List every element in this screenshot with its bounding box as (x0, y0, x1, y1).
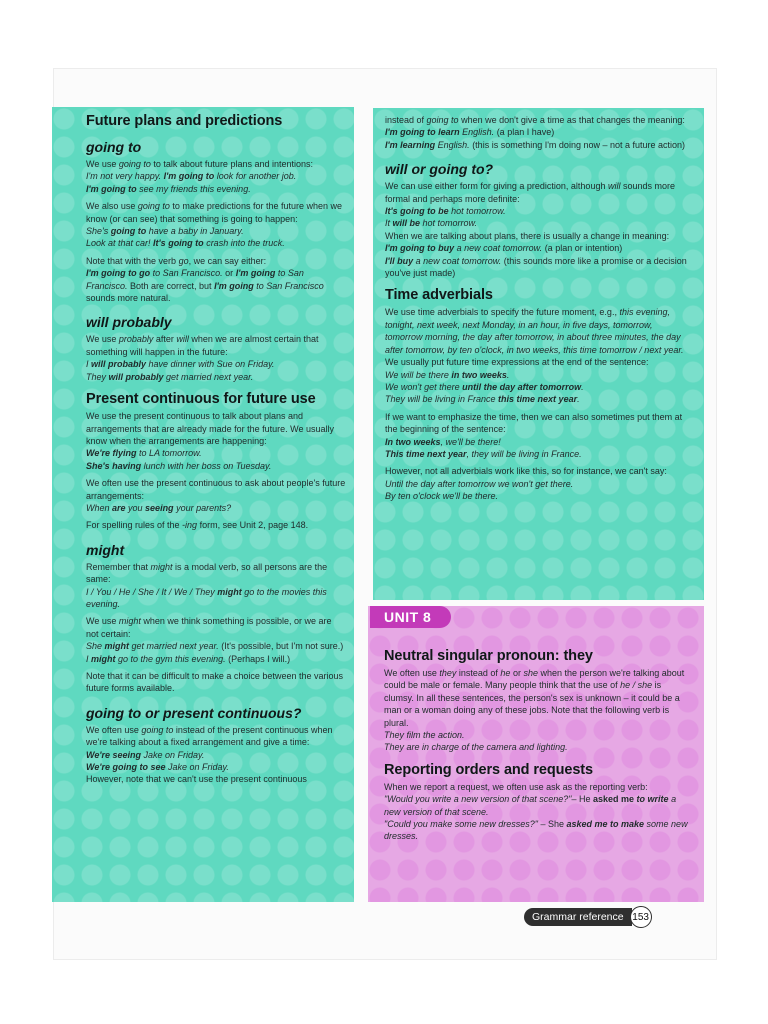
example-text: look for another job. (214, 171, 297, 182)
example-text: he / she (620, 680, 653, 691)
body-text: (Perhaps I will.) (225, 653, 291, 664)
example-text: to San Francisco (253, 280, 324, 291)
paragraph (86, 200, 346, 250)
paragraph (385, 465, 692, 502)
example-text: a new version of that scene. (384, 794, 677, 817)
text-line (86, 183, 346, 195)
example-text: this evening, tonight, next week, next Monday, in an hour, in five days, tomorrow, tomorrow morning, the day after tomorrow, in about three minutes, the day after tomorrow, by ten o'clock, in two weeks, this time tomorrow / next year. (385, 307, 684, 355)
body-text: (a plan or intention) (542, 243, 623, 254)
body-text: When we are talking about plans, there is usually a change in meaning: (385, 230, 670, 241)
text-line (86, 653, 346, 665)
bold-text: seeing (145, 502, 174, 513)
example-text: I (86, 359, 92, 370)
text-line (86, 237, 346, 249)
example-text: have a baby in January. (146, 226, 244, 237)
text-line (385, 490, 692, 502)
bold-text: I'm going to go (86, 268, 151, 279)
example-text: They will be living in France (385, 394, 499, 405)
example-text: We will be there (385, 369, 452, 380)
bold-text: until the day after tomorrow (462, 381, 582, 392)
body-text: – She (537, 819, 567, 830)
example-text: they (439, 668, 457, 678)
body-text: when we are almost certain that something will happen in the future: (86, 334, 319, 357)
section-heading: Time adverbials (385, 287, 493, 304)
section-heading: will or going to? (385, 161, 494, 178)
text-line (385, 255, 692, 280)
text-line (86, 358, 346, 370)
text-line (384, 729, 692, 741)
bold-text: going to (110, 226, 147, 237)
text-line (86, 333, 346, 358)
text-line (86, 447, 346, 459)
text-line (385, 139, 692, 151)
example-text: will (176, 334, 189, 345)
body-text: For spelling rules of the (86, 520, 183, 531)
text-line (86, 615, 346, 640)
text-line (86, 773, 346, 785)
text-line (86, 670, 346, 695)
text-line (86, 724, 346, 749)
bold-text: We're seeing (86, 749, 141, 760)
paragraph (86, 333, 346, 383)
body-text: when we don't give a time as that changes the meaning: (458, 115, 685, 125)
example-text: , they will be living in France. (466, 448, 582, 459)
body-text: Note that with the verb (86, 255, 179, 266)
text-line (86, 460, 346, 472)
section-heading: might (86, 541, 125, 558)
example-text: We won't get there (385, 381, 463, 392)
example-text: lunch with her boss on Tuesday. (141, 460, 272, 471)
bold-text: are (112, 502, 126, 513)
section-heading: Present continuous for future use (86, 391, 316, 408)
body-text: We use (86, 159, 119, 169)
body-text: If we want to emphasize the time, then we can also sometimes put them at the beginning of the sentence: (385, 411, 683, 435)
example-text: going to (118, 159, 151, 169)
body-text: (this sounds more like a promise or a decision you've just made) (385, 255, 687, 279)
text-line (384, 781, 692, 793)
text-line (86, 225, 346, 237)
text-line (86, 761, 346, 773)
example-text: , we'll be there! (440, 436, 501, 447)
example-text: go to the gym this evening. (115, 653, 226, 664)
bold-text: will be (392, 218, 421, 229)
body-text: (this is something I'm doing now – not a future action) (469, 139, 686, 150)
grammar-reference-label: Grammar reference (524, 908, 632, 926)
text-line (384, 793, 692, 818)
paragraph (385, 114, 692, 151)
example-text: get married next year. (163, 371, 254, 382)
text-line (384, 818, 692, 843)
unit8-pink-panel (368, 606, 704, 902)
example-text: a new coat tomorrow. (413, 255, 502, 266)
example-text: . (506, 369, 510, 380)
example-text: Jake on Friday. (165, 762, 229, 773)
text-line (86, 519, 346, 531)
body-text: Note that it can be difficult to make a choice between the various future forms available. (86, 671, 343, 694)
bold-text: She's having (86, 460, 142, 471)
bold-text: might (104, 641, 130, 652)
example-text: English. (459, 127, 495, 138)
text-line (385, 306, 692, 356)
example-text: going to (426, 115, 459, 125)
bold-text: This time next year (385, 448, 467, 459)
paragraph (384, 667, 692, 754)
example-text: to San Francisco. (86, 268, 304, 291)
body-text: We often use the present continuous to ask about people's future arrangements: (86, 478, 346, 501)
body-text: We use (86, 616, 119, 627)
example-text: hot tomorrow. (448, 206, 506, 217)
paragraph (86, 615, 346, 665)
text-line (384, 667, 692, 729)
text-line (385, 411, 692, 436)
example-text: "Could you make some new dresses?" (384, 819, 538, 830)
text-line (86, 371, 346, 383)
section-heading: Future plans and predictions (86, 113, 283, 129)
text-line (385, 205, 692, 217)
example-text: hot tomorrow. (420, 218, 478, 229)
bold-text: I'm learning (385, 139, 436, 150)
body-text: We often use (384, 668, 440, 678)
text-line (86, 170, 346, 182)
body-text: when we think something is possible, or we are not certain: (86, 616, 332, 639)
example-text: will (607, 181, 621, 192)
text-line (385, 381, 692, 393)
text-line (385, 230, 692, 242)
text-line (86, 477, 346, 502)
paragraph (86, 519, 346, 531)
body-text: when the person we're talking about could be male or female. Many people think that the use of (384, 668, 685, 691)
example-text: go to the movies this evening. (86, 586, 327, 609)
body-text: to make predictions for the future when we know (or can see) that something is going to happen: (86, 201, 342, 224)
text-line (385, 242, 692, 254)
example-text: might (118, 616, 141, 627)
paragraph (385, 411, 692, 461)
example-text: . (577, 394, 580, 405)
example-text: Look at that car! (86, 238, 154, 249)
body-text: We use (86, 334, 119, 345)
bold-text: I'm going (214, 280, 254, 291)
body-text: (a plan I have) (494, 127, 555, 138)
example-text: might (150, 561, 173, 572)
body-text: sounds more formal and perhaps more definite: (385, 181, 675, 204)
example-text: They film the action. (384, 730, 465, 741)
body-text: When we report a request, we often use ask as the reporting verb: (384, 781, 648, 792)
text-line (384, 741, 692, 753)
body-text: We often use (86, 724, 142, 735)
bold-text: to write (636, 794, 669, 805)
text-line (86, 749, 346, 761)
paragraph (86, 255, 346, 305)
example-text: Jake on Friday. (141, 749, 205, 760)
bold-text: I'm going to learn (385, 127, 460, 138)
example-text: "Would you write a new version of that scene?" (384, 794, 572, 805)
left-teal-panel (52, 107, 354, 902)
text-line (385, 126, 692, 138)
text-line (385, 180, 692, 205)
text-line (86, 158, 346, 170)
bold-text: might (91, 653, 116, 664)
body-text: form, see Unit 2, page 148. (197, 520, 309, 531)
text-line (86, 410, 346, 447)
body-text: We usually put future time expressions at the end of the sentence: (385, 357, 649, 368)
text-line (86, 200, 346, 225)
body-text: or (510, 668, 524, 678)
text-line (385, 478, 692, 490)
example-text: probably (118, 334, 154, 345)
example-text: go (178, 255, 189, 266)
bold-text: I'm going (235, 268, 276, 279)
bold-text: will probably (108, 371, 164, 382)
example-text: see my friends this evening. (136, 183, 251, 194)
text-line (385, 369, 692, 381)
example-text: going to (137, 201, 170, 212)
page-footer (524, 906, 652, 928)
body-text: However, not all adverbials work like this, so for instance, we can't say: (385, 466, 667, 477)
bold-text: I'm going to (163, 171, 215, 182)
bold-text: might (217, 586, 242, 597)
text-line (86, 586, 346, 611)
body-text: instead of the present continuous when we're talking about a fixed arrangement and give a time: (86, 724, 333, 748)
paragraph (86, 410, 346, 472)
text-line (385, 356, 692, 368)
example-text: to LA tomorrow. (136, 448, 202, 459)
text-line (385, 114, 692, 126)
body-text: Both are correct, but (127, 280, 215, 291)
bold-text: asked me to make (566, 819, 645, 830)
example-text: your parents? (173, 502, 232, 513)
example-text: she (523, 668, 538, 678)
body-text: Remember that (86, 561, 151, 572)
section-heading: will probably (86, 314, 172, 331)
example-text: . (581, 381, 584, 392)
text-line (385, 448, 692, 460)
example-text: you (125, 502, 146, 513)
example-text: They are in charge of the camera and lighting. (384, 742, 568, 753)
example-text: going to (141, 724, 174, 735)
paragraph (384, 781, 692, 843)
example-text: She (86, 641, 105, 652)
page-number: 153 (630, 906, 652, 928)
paragraph (385, 306, 692, 405)
body-text: sounds more natural. (86, 293, 171, 304)
example-text: Until the day after tomorrow we won't get there. (385, 478, 574, 489)
body-text: However, note that we can't use the present continuous (86, 774, 307, 785)
example-text: They (86, 371, 109, 382)
example-text: When (86, 502, 113, 513)
body-text: instead of (385, 115, 427, 125)
bold-text: We're flying (86, 448, 137, 459)
text-line (385, 465, 692, 477)
bold-text: I'll buy (385, 255, 414, 266)
body-text: We use the present continuous to talk about plans and arrangements that are already made for the future. We usually know when the arrangements are happening: (86, 411, 334, 446)
example-text: to San Francisco. (150, 268, 223, 279)
bold-text: It's going to be (385, 206, 449, 217)
section-heading: going to or present continuous? (86, 704, 302, 721)
paragraph (86, 561, 346, 611)
paragraph (86, 158, 346, 195)
body-text: after (153, 334, 177, 345)
example-text: By ten o'clock we'll be there. (385, 491, 498, 502)
body-text: – He (571, 794, 593, 805)
text-line (385, 436, 692, 448)
spacer (384, 628, 692, 646)
example-text: It (385, 218, 393, 229)
example-text: I'm not very happy. (86, 171, 164, 182)
bold-text: this time next year (498, 394, 578, 405)
example-text: She's (86, 226, 111, 237)
bold-text: It's going to (153, 238, 204, 249)
body-text: We use time adverbials to specify the future moment, e.g., (385, 307, 620, 318)
text-line (86, 255, 346, 267)
text-line (385, 393, 692, 405)
text-line (86, 267, 346, 304)
text-line (385, 217, 692, 229)
bold-text: I'm going to buy (385, 243, 455, 254)
example-text: crash into the truck. (203, 238, 285, 249)
bold-text: I'm going to (86, 183, 137, 194)
body-text: to talk about future plans and intentions: (150, 159, 314, 169)
bold-text: We're going to see (86, 762, 166, 773)
paragraph (86, 477, 346, 514)
body-text: , we can say either: (188, 255, 267, 266)
bold-text: In two weeks (385, 436, 441, 447)
paragraph (86, 670, 346, 695)
body-text: is clumsy. In all these sentences, the person's sex is unknown – it could be a man or a woman doing any of these jobs. Note that the following verb is plural. (384, 680, 680, 728)
body-text: We can use either form for giving a prediction, although (385, 181, 608, 192)
text-line (86, 561, 346, 586)
section-heading: Neutral singular pronoun: they (384, 648, 593, 664)
unit-8-tab: UNIT 8 (370, 606, 451, 628)
body-text: (It's possible, but I'm not sure.) (218, 641, 344, 652)
section-heading: Reporting orders and requests (384, 761, 593, 778)
paragraph (86, 724, 346, 786)
body-text: instead of (456, 668, 501, 678)
example-text: a new coat tomorrow. (454, 243, 543, 254)
body-text: or (222, 268, 236, 279)
bold-text: asked me (593, 794, 635, 805)
example-text: some new dresses. (384, 819, 688, 842)
text-line (86, 640, 346, 652)
right-teal-panel (373, 108, 704, 600)
example-text: English. (435, 139, 470, 150)
bold-text: in two weeks (451, 369, 507, 380)
paragraph (385, 180, 692, 279)
text-line (86, 502, 346, 514)
bold-text: will probably (91, 359, 147, 370)
example-text: I (86, 653, 92, 664)
example-text: have dinner with Sue on Friday. (146, 359, 275, 370)
example-text: I / You / He / She / It / We / They (86, 586, 218, 597)
body-text: We also use (86, 201, 138, 212)
example-text: he (500, 668, 511, 678)
example-text: -ing (182, 520, 198, 531)
body-text: is a modal verb, so all persons are the same: (86, 561, 328, 585)
section-heading: going to (86, 139, 142, 155)
example-text: get married next year. (129, 641, 219, 652)
